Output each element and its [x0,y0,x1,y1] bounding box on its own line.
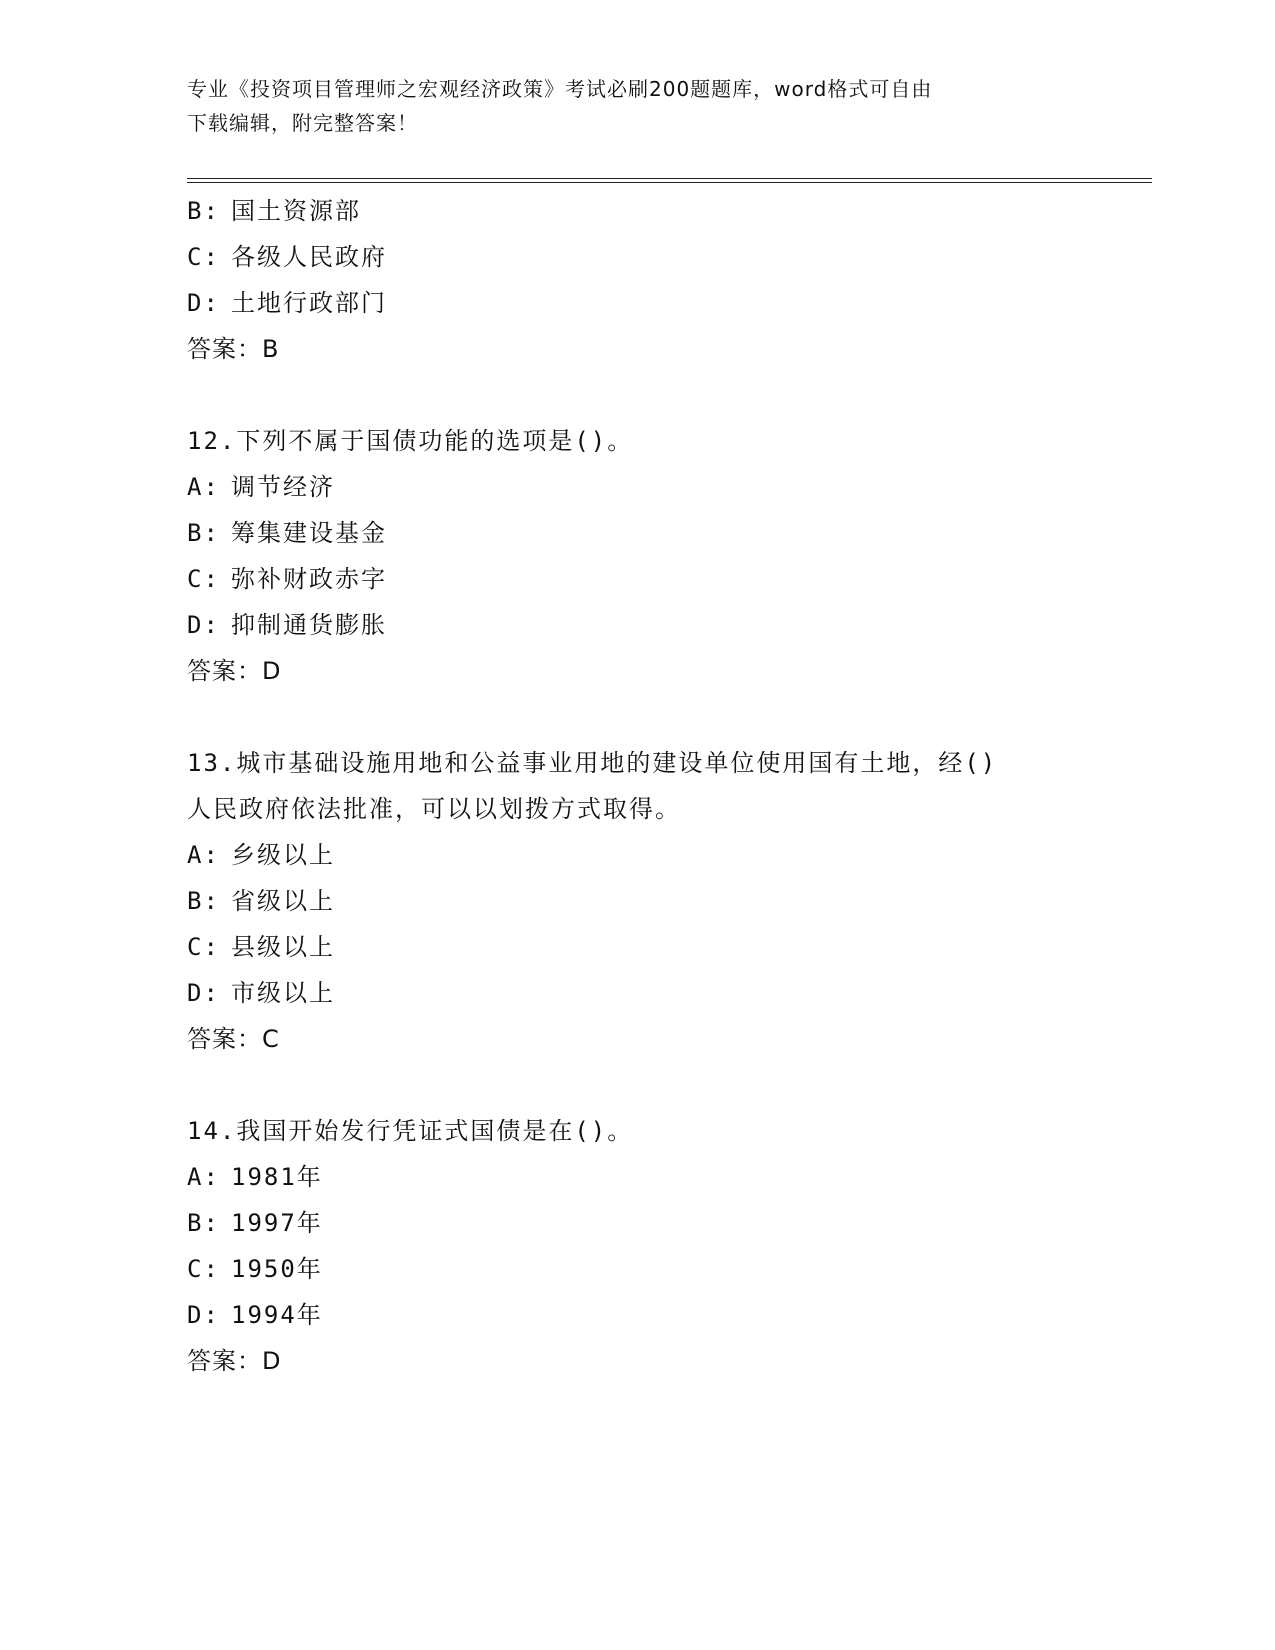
option-letter: B: [187,197,220,225]
header-divider-bottom [187,182,1152,183]
option-a [187,832,1087,878]
document-header [187,72,1067,140]
option-b [187,878,1087,924]
option-text: 各级人民政府 [231,243,387,271]
option-text: 筹集建设基金 [231,519,387,547]
option-text: 调节经济 [231,473,335,501]
option-letter: C: [187,1255,220,1283]
question-14 [187,1108,1087,1384]
option-letter: B: [187,887,220,915]
answer-line: 答案：D [187,657,282,685]
option-letter: D: [187,289,220,317]
option-letter: D: [187,979,220,1007]
question-stem-line-2: 人民政府依法批准，可以以划拨方式取得。 [187,795,681,823]
option-b [187,1200,1087,1246]
option-letter: B: [187,519,220,547]
option-letter: D: [187,611,220,639]
option-text: 抑制通货膨胀 [231,611,387,639]
option-text: 1997年 [231,1209,323,1237]
spacer [187,694,1087,740]
option-a [187,1154,1087,1200]
option-text: 县级以上 [231,933,335,961]
option-c [187,234,1087,280]
question-stem: 12.下列不属于国债功能的选项是()。 [187,427,634,455]
header-line-2: 下载编辑，附完整答案！ [187,111,418,135]
answer-line: 答案：C [187,1025,280,1053]
header-line-1: 专业《投资项目管理师之宏观经济政策》考试必刷200题题库，word格式可自由 [187,77,933,101]
option-d [187,602,1087,648]
option-c [187,556,1087,602]
option-d [187,1292,1087,1338]
spacer [187,1062,1087,1108]
spacer [187,372,1087,418]
option-d [187,970,1087,1016]
option-a [187,464,1087,510]
option-text: 国土资源部 [231,197,361,225]
question-12 [187,418,1087,694]
option-letter: C: [187,243,220,271]
option-text: 1981年 [231,1163,323,1191]
option-c [187,1246,1087,1292]
option-text: 乡级以上 [231,841,335,869]
option-b [187,510,1087,556]
option-text: 土地行政部门 [231,289,387,317]
option-b [187,188,1087,234]
question-content [187,188,1087,1384]
previous-question-options [187,188,1087,372]
option-letter: A: [187,1163,220,1191]
question-13 [187,740,1087,1062]
option-text: 1994年 [231,1301,323,1329]
option-letter: A: [187,841,220,869]
question-stem-line-1: 13.城市基础设施用地和公益事业用地的建设单位使用国有土地，经() [187,749,998,777]
header-divider-top [187,178,1152,179]
option-letter: C: [187,565,220,593]
option-text: 省级以上 [231,887,335,915]
option-text: 1950年 [231,1255,323,1283]
option-c [187,924,1087,970]
option-letter: C: [187,933,220,961]
answer-line: 答案：D [187,1347,282,1375]
option-letter: B: [187,1209,220,1237]
option-text: 市级以上 [231,979,335,1007]
answer-line: 答案：B [187,335,280,363]
option-text: 弥补财政赤字 [231,565,387,593]
option-letter: D: [187,1301,220,1329]
question-stem: 14.我国开始发行凭证式国债是在()。 [187,1117,634,1145]
option-letter: A: [187,473,220,501]
option-d [187,280,1087,326]
